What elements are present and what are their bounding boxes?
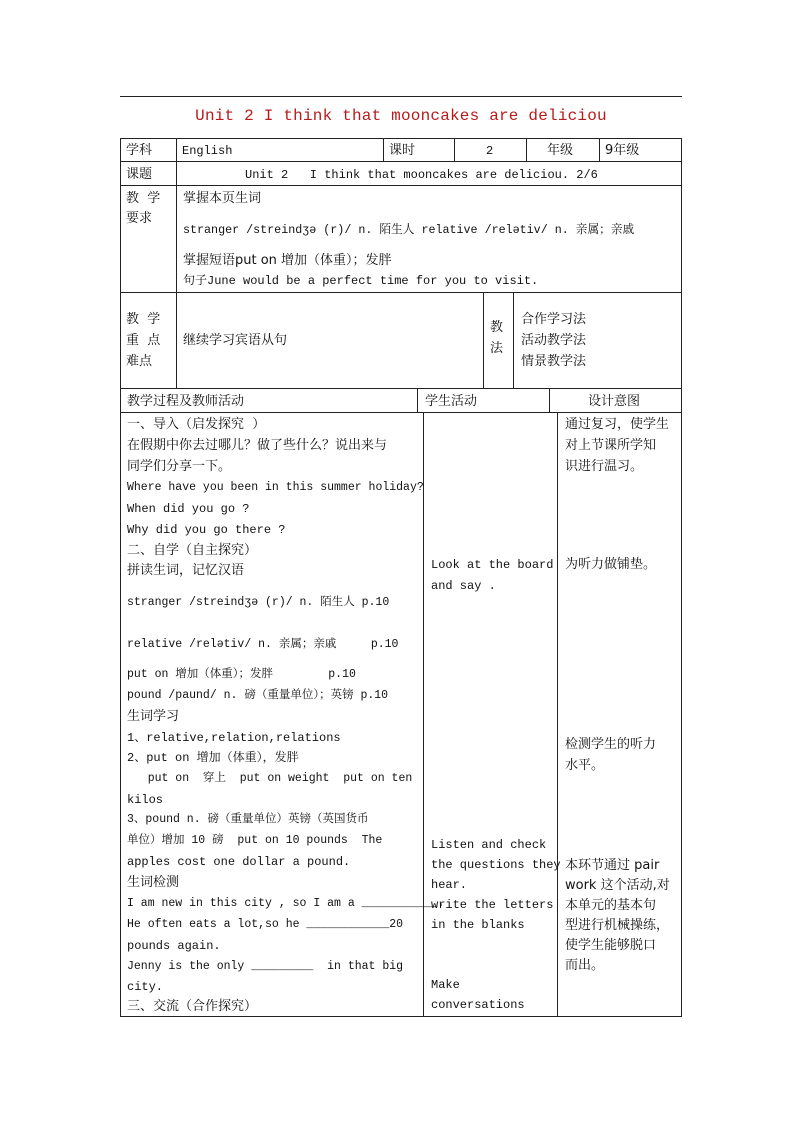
- teacher-line-18: 3、pound n. 磅（重量单位）英镑（英国货币: [127, 813, 369, 826]
- design-line-11: 使学生能够脱口: [565, 938, 657, 953]
- teacher-line-14: 1、relative,relation,relations: [127, 731, 341, 745]
- teacher-line-8: 拼读生词，记忆汉语: [127, 563, 245, 578]
- student-line-9: conversations: [431, 998, 525, 1012]
- student-line-3: Listen and check: [431, 838, 547, 852]
- student-line-1: Look at the board: [431, 558, 554, 572]
- requirements-label-line2: 要求: [126, 211, 153, 226]
- requirements-content-cell: [176, 185, 682, 293]
- design-line-5: 检测学生的听力: [565, 737, 657, 752]
- topic-value-cell: [176, 161, 682, 186]
- methods-cell: [513, 292, 682, 389]
- period-value-cell: [454, 138, 527, 162]
- requirements-label-cell: [120, 185, 177, 293]
- teacher-line-7: 二、自学（自主探究）: [127, 543, 258, 558]
- requirements-line-1: 掌握本页生词: [183, 191, 262, 206]
- method-label-cell: [483, 292, 514, 389]
- requirements-line-4: 句子June would be a perfect time for you to visit.: [183, 274, 539, 288]
- method-item-2: 活动教学法: [521, 333, 587, 348]
- teacher-line-16: put on 穿上 put on weight put on ten: [127, 772, 413, 785]
- teacher-line-24: pounds again.: [127, 939, 221, 953]
- process-teacher-header: 教学过程及教师活动: [127, 394, 245, 409]
- design-line-8: work 这个活动,对: [565, 878, 670, 893]
- topic-label: 课题: [126, 167, 153, 182]
- teacher-line-1: 一、导入（启发探究 ）: [127, 417, 266, 432]
- grade-value: 9年级: [605, 143, 640, 158]
- teacher-line-26: city.: [127, 980, 164, 994]
- student-line-4: the questions they: [431, 858, 561, 872]
- focus-label-cell: [120, 292, 177, 389]
- focus-content-cell: [176, 292, 484, 389]
- method-item-1: 合作学习法: [521, 312, 587, 327]
- teacher-line-15: 2、put on 增加（体重），发胖: [127, 751, 299, 765]
- subject-value: English: [182, 144, 233, 158]
- subject-label-cell: [120, 138, 177, 162]
- teacher-activity-cell: [120, 412, 445, 1017]
- design-line-9: 本单元的基本句: [565, 898, 657, 913]
- student-line-7: in the blanks: [431, 918, 525, 932]
- teacher-line-17: kilos: [127, 793, 164, 807]
- subject-value-cell: [176, 138, 384, 162]
- teacher-line-10: relative /relətiv/ n. 亲属；亲戚 p.10: [127, 638, 399, 651]
- period-label-cell: [383, 138, 455, 162]
- requirements-line-2: stranger /streindʒə (r)/ n. 陌生人 relative /relətiv/ n. 亲属；亲戚: [183, 223, 635, 237]
- period-value: 2: [486, 144, 494, 158]
- design-line-7: 本环节通过 pair: [565, 858, 660, 873]
- teacher-line-25: Jenny is the only _________ in that big: [127, 960, 404, 973]
- process-design-header-cell: [549, 388, 682, 413]
- focus-label-line2: 重 点: [126, 333, 161, 348]
- focus-label-line1: 教 学: [126, 312, 161, 327]
- teacher-line-23: He often eats a lot,so he ____________20: [127, 918, 404, 931]
- subject-label: 学科: [126, 143, 153, 158]
- grade-label: 年级: [547, 143, 574, 158]
- design-line-1: 通过复习，使学生: [565, 417, 670, 432]
- topic-value: Unit 2 I think that mooncakes are deliciou. 2/6: [245, 168, 598, 182]
- teacher-line-20: apples cost one dollar a pound.: [127, 855, 351, 869]
- teacher-line-22: I am new in this city , so I am a ___________.: [127, 897, 445, 910]
- teacher-line-2: 在假期中你去过哪儿？做了些什么？说出来与: [127, 438, 388, 453]
- header-rule: [120, 96, 682, 97]
- method-label-line1: 教: [490, 320, 504, 335]
- design-line-12: 而出。: [565, 958, 605, 973]
- focus-label-line3: 难点: [126, 354, 153, 369]
- topic-label-cell: [120, 161, 177, 186]
- grade-label-cell: [526, 138, 600, 162]
- teacher-line-27: 三、交流（合作探究）: [127, 999, 258, 1014]
- design-line-10: 型进行机械操练，: [565, 918, 670, 933]
- teacher-line-3: 同学们分享一下。: [127, 459, 232, 474]
- design-line-2: 对上节课所学知: [565, 438, 657, 453]
- teacher-line-9: stranger /streindʒə (r)/ n. 陌生人 p.10: [127, 596, 390, 609]
- student-line-2: and say .: [431, 579, 496, 593]
- design-line-4: 为听力做铺垫。: [565, 557, 657, 572]
- process-student-header: 学生活动: [425, 394, 478, 409]
- period-label: 课时: [389, 143, 416, 158]
- design-line-3: 识进行温习。: [565, 459, 644, 474]
- requirements-label-line1: 教 学: [126, 191, 161, 206]
- teacher-line-21: 生词检测: [127, 875, 180, 890]
- teacher-line-6: Why did you go there ?: [127, 523, 286, 537]
- teacher-line-11: put on 增加（体重）；发胖 p.10: [127, 668, 356, 681]
- method-item-3: 情景教学法: [521, 354, 587, 369]
- teacher-line-5: When did you go ?: [127, 502, 250, 516]
- process-student-header-cell: [417, 388, 550, 413]
- student-activity-cell: [423, 412, 561, 1017]
- student-line-5: hear.: [431, 878, 468, 892]
- design-intent-cell: [557, 412, 682, 1017]
- requirements-line-3: 掌握短语put on 增加（体重）；发胖: [183, 253, 392, 268]
- student-line-8: Make: [431, 978, 460, 992]
- design-line-6: 水平。: [565, 758, 605, 773]
- grade-value-cell: [599, 138, 682, 162]
- teacher-line-4: Where have you been in this summer holiday?: [127, 481, 424, 494]
- teacher-line-12: pound /paund/ n. 磅（重量单位）；英镑 p.10: [127, 689, 389, 702]
- method-label-line2: 法: [490, 341, 504, 356]
- process-design-header: 设计意图: [588, 394, 641, 409]
- teacher-line-19: 单位）增加 10 磅 put on 10 pounds The: [127, 834, 383, 847]
- focus-content: 继续学习宾语从句: [183, 333, 288, 348]
- student-line-6: write the letters: [431, 898, 554, 912]
- document-title: Unit 2 I think that mooncakes are deliciou: [195, 107, 607, 125]
- teacher-line-13: 生词学习: [127, 709, 180, 724]
- process-teacher-header-cell: [120, 388, 418, 413]
